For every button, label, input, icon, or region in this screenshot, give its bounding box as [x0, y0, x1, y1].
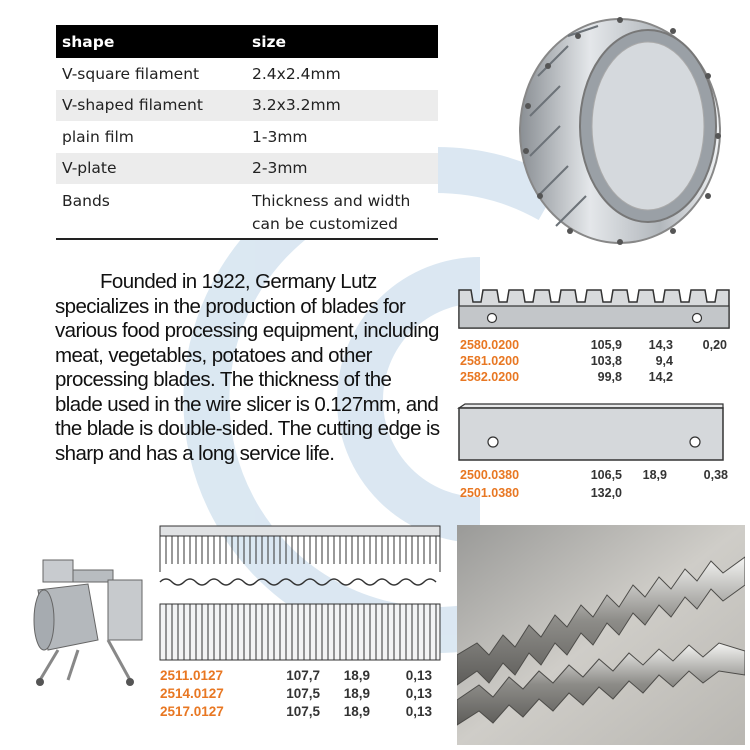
blade-width: 14,2 [648, 370, 673, 384]
blade-code: 2580.0200 [460, 338, 520, 352]
spec-table [56, 25, 438, 240]
description-text: Founded in 1922, Germany Lutz specializes in the production of blades for various food processing equipment, including meat, vegetables, potatoes and other processing blades. The thickness of the blade used in the wire slicer is 0.127mm, and the blade is double-sided. The cutting edge is sharp and has a long service life. [55, 270, 440, 465]
blade-thickness: 0,13 [405, 704, 432, 719]
blade-spec-row [460, 338, 740, 354]
blade-width: 9,4 [655, 354, 673, 368]
cell-size: 2.4x2.4mm [246, 58, 438, 90]
blade-width: 18,9 [343, 668, 370, 683]
blade-spec-row [460, 486, 740, 502]
cell-shape: V-shaped filament [56, 90, 246, 122]
crinkle-blade-photo [457, 525, 745, 745]
blade-code: 2581.0200 [460, 354, 520, 368]
blade-spec-row [160, 686, 450, 704]
table-row [56, 90, 438, 122]
blade-spec-row [160, 704, 450, 722]
cell-shape: Bands [56, 184, 246, 239]
blade-code: 2511.0127 [160, 668, 224, 683]
blade-length: 106,5 [590, 468, 622, 482]
flat-blade-drawing [457, 402, 725, 462]
blade-thickness: 0,13 [405, 686, 432, 701]
blade-thickness: 0,20 [702, 338, 727, 352]
table-row [56, 121, 438, 153]
blade-code: 2582.0200 [460, 370, 520, 384]
cutting-ring-image [508, 6, 733, 250]
cell-size: Thickness and width can be customized [246, 184, 438, 239]
blade-length: 105,9 [590, 338, 622, 352]
spec-table-header [56, 25, 438, 58]
blade-code: 2501.0380 [460, 486, 520, 500]
comb-blade-drawing [158, 524, 443, 664]
cell-shape: plain film [56, 121, 246, 153]
blade-spec-row [460, 354, 740, 370]
header-shape: shape [56, 25, 246, 58]
toothed-blade-drawing [457, 282, 735, 330]
table-row [56, 153, 438, 185]
blade-width: 14,3 [648, 338, 673, 352]
cell-size: 1-3mm [246, 121, 438, 153]
blade-thickness: 0,13 [405, 668, 432, 683]
blade-width: 18,9 [343, 704, 370, 719]
blade-code: 2517.0127 [160, 704, 224, 719]
blade-width: 18,9 [642, 468, 667, 482]
blade-spec-row [460, 370, 740, 386]
blade-length: 107,5 [286, 686, 320, 701]
blade-length: 107,7 [286, 668, 320, 683]
blade-spec-row [460, 468, 740, 484]
cell-size: 2-3mm [246, 153, 438, 185]
blade-code: 2500.0380 [460, 468, 520, 482]
table-row [56, 184, 438, 239]
blade-length: 99,8 [597, 370, 622, 384]
blade-width: 18,9 [343, 686, 370, 701]
slicer-machine-image [18, 540, 156, 690]
blade-length: 107,5 [286, 704, 320, 719]
blade-thickness: 0,38 [703, 468, 728, 482]
blade-code: 2514.0127 [160, 686, 224, 701]
blade-length: 103,8 [590, 354, 622, 368]
table-row [56, 58, 438, 90]
cell-shape: V-plate [56, 153, 246, 185]
cell-size: 3.2x3.2mm [246, 90, 438, 122]
blade-length: 132,0 [590, 486, 622, 500]
header-size: size [246, 25, 438, 58]
cell-shape: V-square filament [56, 58, 246, 90]
blade-spec-row [160, 668, 450, 686]
